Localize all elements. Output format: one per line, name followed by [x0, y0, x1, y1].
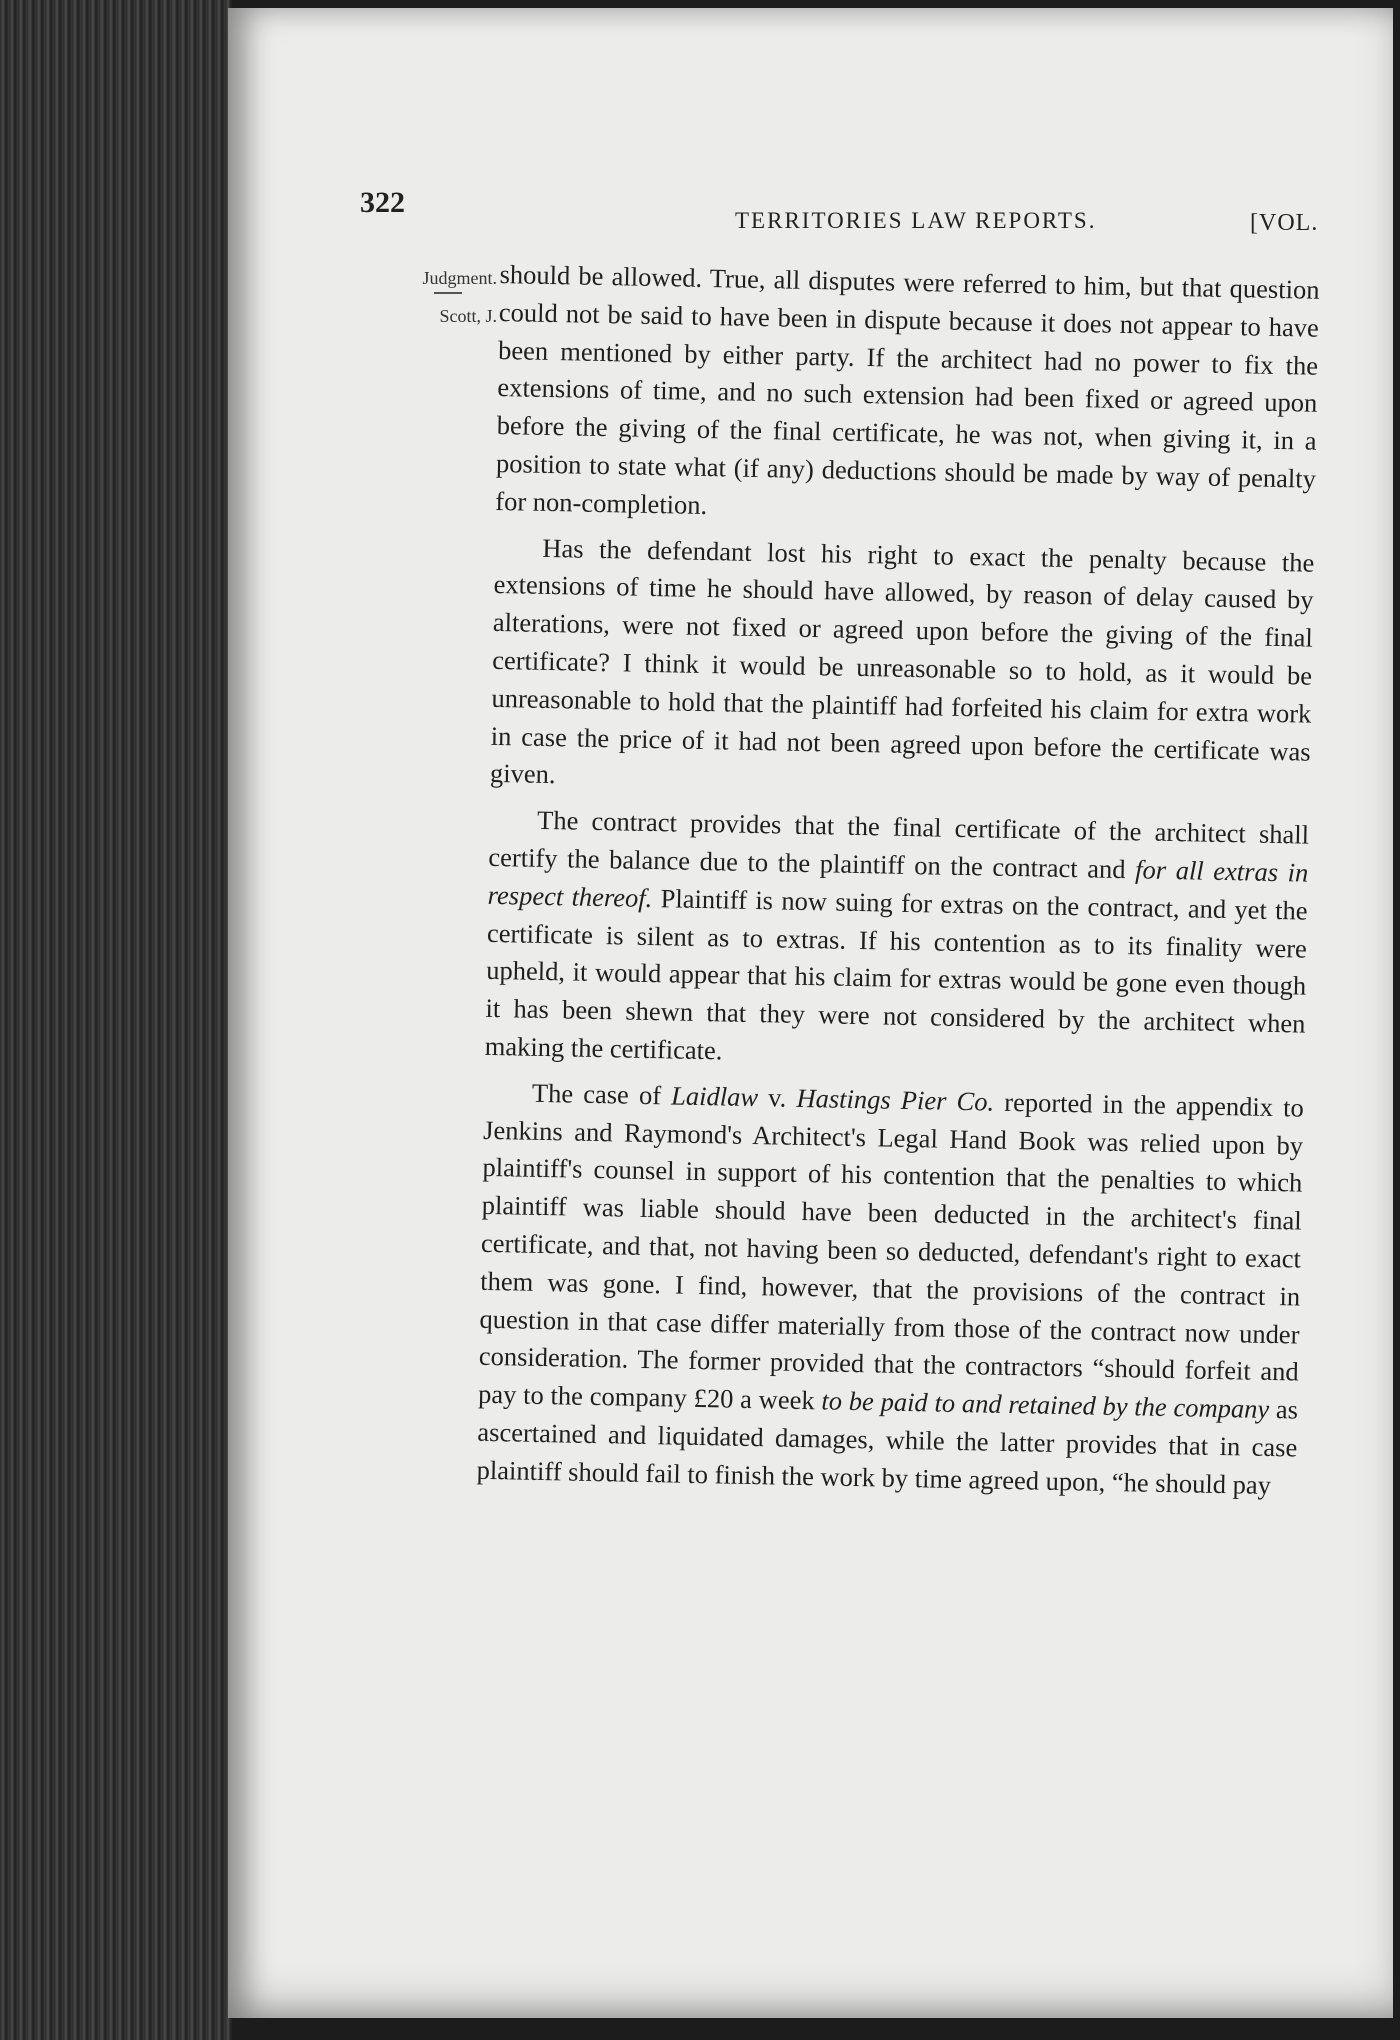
running-title: TERRITORIES LAW REPORTS. — [735, 208, 1097, 233]
paragraph-4-text-c: v. — [757, 1081, 797, 1113]
margin-note-judge: Scott, J. — [439, 306, 497, 326]
page-number: 322 — [360, 186, 405, 219]
margin-note-judgment: Judgment. — [422, 268, 497, 288]
paragraph-2: Has the defendant lost his right to exact the penalty because the extensions of time he should have allowed, by reason of delay caused by alterations, were not fixed or agreed upon before the giving of the final certificate? I think it would be unreasonable so to hold, as it would be unreasonable to hold that the plaintiff had forfeited his claim for extra work in case the price of it had not been agreed upon before the certificate was given. — [489, 532, 1315, 790]
page-header — [360, 186, 1340, 236]
paragraph-3 — [484, 801, 1309, 1081]
paragraph-1: should be allowed. True, all disputes were referred to him, but that question could not be said to have been in dispute because it does not appear to have been mentioned by either party. If the architect had no power to fix the extensions of time, and no such extension had been fixed or agreed upon before the giving of the final certificate, he was not, when giving it, in a position to state what (if any) deductions should be made by way of penalty for non-completion. — [495, 258, 1320, 520]
paragraph-4-text-g: as ascertained and liquidated damages, while the latter provides that in case plaintiff should fail to finish the work by time agreed upon, “he should pay — [476, 1394, 1299, 1500]
volume-label: [VOL. — [1250, 210, 1319, 236]
case-name-laidlaw: Laidlaw — [670, 1080, 759, 1112]
paragraph-4 — [476, 1074, 1304, 1505]
paragraph-3-italic: for all extras in respect thereof. — [487, 854, 1309, 913]
book-page-edges — [0, 0, 232, 2040]
body-text — [476, 256, 1320, 1513]
paragraph-4-italic-f: to be paid to and retained by the company — [821, 1385, 1270, 1425]
paragraph-3-text-a: The contract provides that the final certificate of the architect shall certify the balance due to the plaintiff on the contract and — [488, 804, 1310, 885]
paragraph-4-text-e: reported in the appendix to Jenkins and Raymond's Architect's Legal Hand Book was relied upon by plaintiff's counsel in support of his contention that the penalties to which plaintiff was liable should have been deducted in the architect's final certificate, and that, not having been so deducted, defendant's right to exact them was gone. I find, however, that the provisions of the contract in question in that case differ materially from those of the contract now under consideration. The former provided that the contractors “should forfeit and pay to the company £20 a week — [477, 1086, 1305, 1416]
margin-notes — [372, 258, 497, 336]
paragraph-3-text-c: Plaintiff is now suing for extras on the contract, and yet the certificate is silent as to extras. If his contention as to its finality were upheld, it would appear that his claim for extras would be gone even though it has been shewn that they were not considered by the architect when making the certificate. — [484, 882, 1308, 1066]
case-name-hastings: Hastings Pier Co. — [796, 1082, 995, 1117]
paragraph-4-text-a: The case of — [531, 1077, 672, 1111]
